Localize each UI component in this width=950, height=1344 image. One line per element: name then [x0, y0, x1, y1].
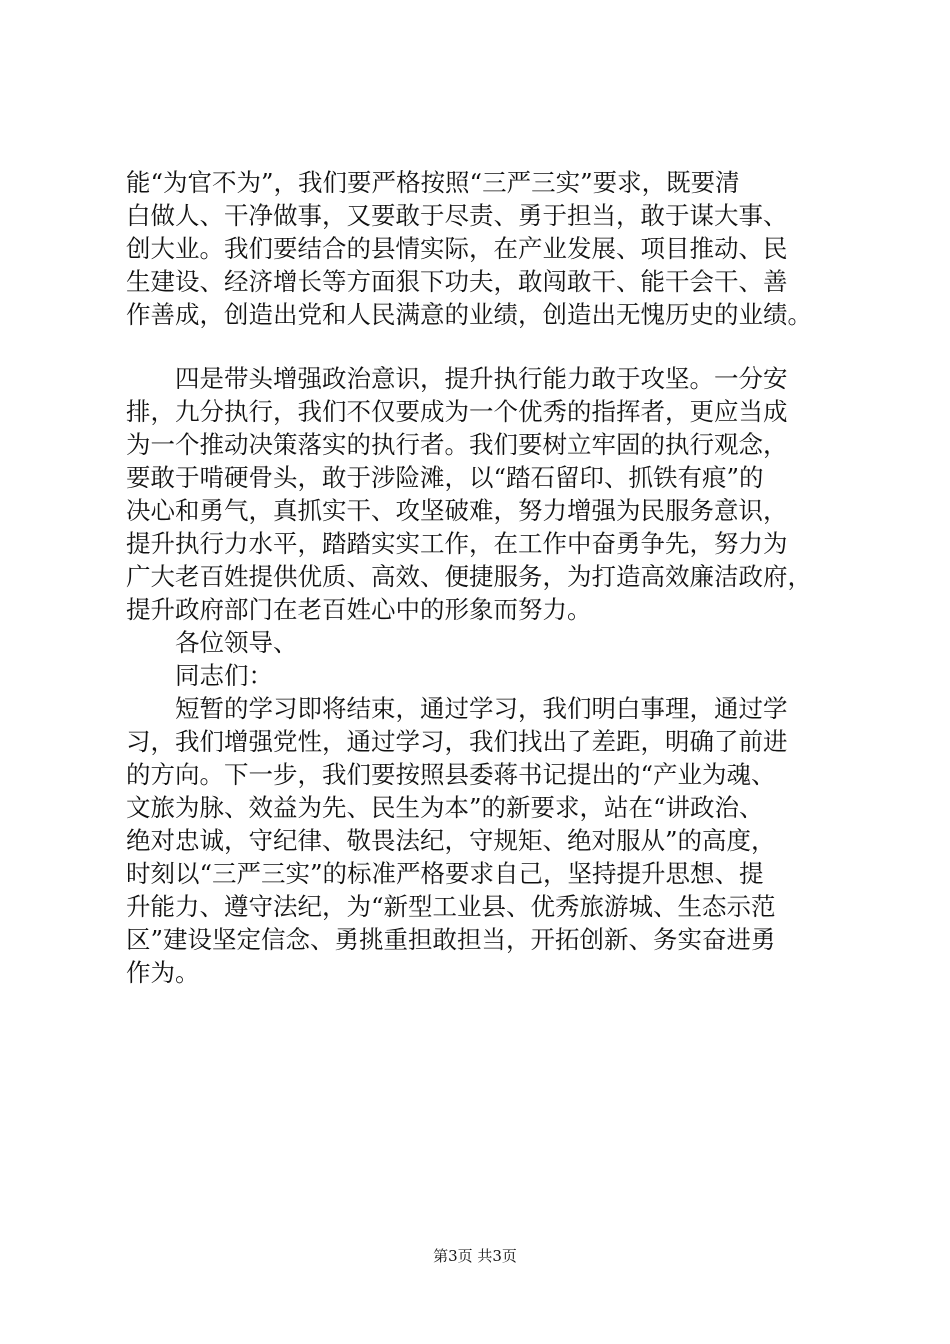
document-body: [126, 166, 856, 989]
paragraph-gap: [126, 331, 856, 362]
text-line: 作善成，创造出党和人民满意的业绩，创造出无愧历史的业绩。: [126, 300, 812, 329]
text-line: 提升执行力水平，踏踏实实工作，在工作中奋勇争先，努力为: [126, 529, 788, 558]
text-line: 文旅为脉、效益为先、民生为本”的新要求，站在“讲政治、: [126, 793, 764, 822]
text-line: 短暂的学习即将结束，通过学习，我们明白事理，通过学: [126, 694, 788, 723]
text-line: 的方向。下一步，我们要按照县委蒋书记提出的“产业为魂、: [126, 760, 776, 789]
text-line: 生建设、经济增长等方面狠下功夫，敢闯敢干、能干会干、善: [126, 267, 788, 296]
text-line: 提升政府部门在老百姓心中的形象而努力。: [126, 595, 592, 624]
text-line: 决心和勇气，真抓实干、攻坚破难，努力增强为民服务意识，: [126, 496, 788, 525]
text-line: 排，九分执行，我们不仅要成为一个优秀的指挥者，更应当成: [126, 397, 788, 426]
text-line: 区”建设坚定信念、勇挑重担敢担当，开拓创新、务实奋进勇: [126, 925, 776, 954]
text-line: 广大老百姓提供优质、高效、便捷服务，为打造高效廉洁政府，: [126, 562, 812, 591]
text-line: 能“为官不为”，我们要严格按照“三严三实”要求，既要清: [126, 168, 740, 197]
text-line: 时刻以“三严三实”的标准严格要求自己，坚持提升思想、提: [126, 859, 764, 888]
text-line: 同志们：: [126, 661, 273, 690]
text-line: 习，我们增强党性，通过学习，我们找出了差距，明确了前进: [126, 727, 788, 756]
text-line: 各位领导、: [126, 628, 298, 657]
text-line: 创大业。我们要结合的县情实际，在产业发展、项目推动、民: [126, 234, 788, 263]
page-footer: 第3页 共3页: [433, 1247, 517, 1265]
text-line: 白做人、干净做事，又要敢于尽责、勇于担当，敢于谋大事、: [126, 201, 788, 230]
paragraph-block-1: [126, 166, 856, 331]
paragraph-block-2: [126, 362, 856, 989]
text-line: 作为。: [126, 958, 200, 987]
text-line: 为一个推动决策落实的执行者。我们要树立牢固的执行观念，: [126, 430, 788, 459]
text-line: 要敢于啃硬骨头，敢于涉险滩，以“踏石留印、抓铁有痕”的: [126, 463, 764, 492]
text-line: 四是带头增强政治意识，提升执行能力敢于攻坚。一分安: [126, 364, 788, 393]
text-line: 绝对忠诚，守纪律、敬畏法纪，守规矩、绝对服从”的高度，: [126, 826, 776, 855]
text-line: 升能力、遵守法纪，为“新型工业县、优秀旅游城、生态示范: [126, 892, 776, 921]
